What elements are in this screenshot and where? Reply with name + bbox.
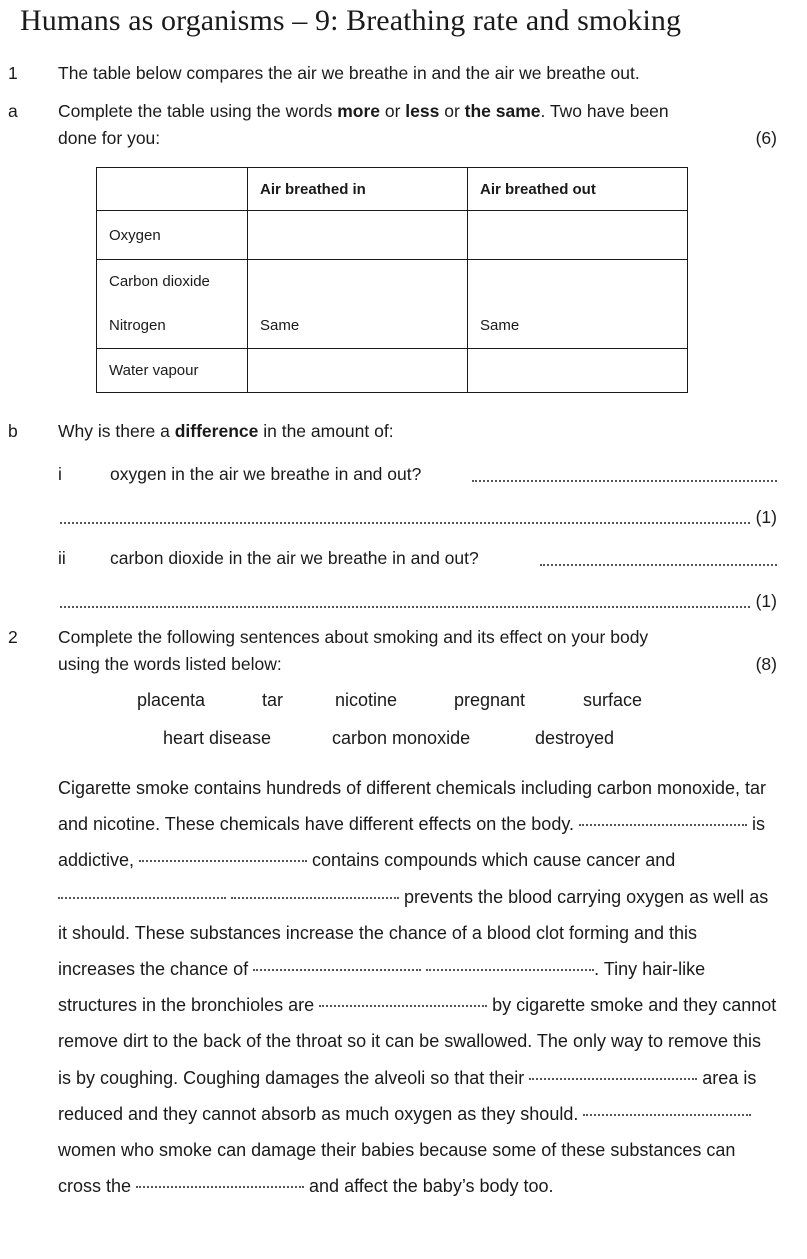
- part-b-ii-label: ii: [58, 548, 66, 568]
- word-same: the same: [464, 101, 541, 121]
- question-2-number: 2: [8, 627, 18, 647]
- cells-co2-nitrogen-out: [468, 260, 688, 349]
- blank-1[interactable]: [579, 823, 747, 826]
- cells-co2-nitrogen-in: [248, 260, 468, 349]
- blank-7[interactable]: [319, 1004, 487, 1007]
- blank-8[interactable]: [529, 1077, 697, 1080]
- word-bank-item-pregnant: pregnant: [454, 690, 526, 710]
- cell-co2-in[interactable]: [260, 260, 455, 304]
- paragraph-text-7: area is reduced and they cannot absorb as much oxygen as they should.: [58, 1067, 757, 1124]
- table-header-row: [97, 168, 688, 211]
- word-bank-item-destroyed: destroyed: [535, 728, 615, 748]
- cell-oxygen-out[interactable]: [468, 211, 688, 260]
- part-b-text-post: in the amount of:: [258, 421, 394, 441]
- answer-line-b-i-2[interactable]: [60, 522, 750, 524]
- part-b-i-text: oxygen in the air we breathe in and out?: [110, 464, 422, 484]
- row-label-oxygen: Oxygen: [97, 211, 248, 260]
- table-row-merged: [97, 260, 688, 349]
- table-header-empty: [97, 168, 248, 211]
- blank-3[interactable]: [58, 896, 226, 899]
- word-less: less: [405, 101, 440, 121]
- or-1: or: [380, 101, 406, 121]
- blank-9[interactable]: [583, 1113, 751, 1116]
- table-row: [97, 349, 688, 393]
- part-b-ii-marks: (1): [755, 591, 777, 611]
- word-bank-item-nicotine: nicotine: [335, 690, 398, 710]
- table-header-in: Air breathed in: [248, 168, 468, 211]
- part-a-marks: (6): [755, 128, 777, 148]
- cell-water-out[interactable]: [468, 349, 688, 393]
- cell-co2-out[interactable]: [480, 260, 675, 304]
- word-bank-item-placenta: placenta: [137, 690, 206, 710]
- word-difference: difference: [174, 421, 259, 441]
- word-bank-item-tar: tar: [262, 690, 284, 710]
- blank-5[interactable]: [253, 968, 421, 971]
- question-2-line2: using the words listed below:: [58, 654, 282, 674]
- part-b-i-label: i: [58, 464, 62, 484]
- part-a-text-pre: Complete the table using the words: [58, 101, 338, 121]
- answer-line-b-i-1[interactable]: [472, 480, 777, 482]
- part-b-ii-text: carbon dioxide in the air we breathe in and out?: [110, 548, 479, 568]
- part-b-label: b: [8, 421, 18, 441]
- paragraph-text-6: by cigarette smoke and they cannot remove dirt to the back of the throat so it can be swallowed. The only way to remove this is by coughing. Coughing damages the alveoli so that their: [58, 995, 777, 1088]
- paragraph-text-1: Cigarette smoke contains hundreds of different chemicals including carbon monoxide, tar and nicotine. These chemicals have different effects on the body.: [58, 778, 767, 835]
- part-a-text: [58, 101, 669, 122]
- part-b-i-marks: (1): [755, 507, 777, 527]
- part-a-text-line2: done for you:: [58, 128, 161, 148]
- table-header-out: Air breathed out: [468, 168, 688, 211]
- word-more: more: [337, 101, 380, 121]
- paragraph-text-9: and affect the baby’s body too.: [304, 1176, 554, 1197]
- page-title: Humans as organisms – 9: Breathing rate and smoking: [20, 4, 682, 37]
- answer-line-b-ii-1[interactable]: [540, 564, 777, 566]
- paragraph-text-4: prevents the blood carrying oxygen as well as it should. These substances increase the chance of a blood clot forming and this increases the chance of: [58, 886, 769, 980]
- blank-10[interactable]: [136, 1185, 304, 1188]
- paragraph-text-5: . Tiny hair-like structures in the bronchioles are: [58, 959, 706, 1016]
- question-1-number: 1: [8, 63, 18, 83]
- cell-nitrogen-in: Same: [260, 317, 300, 334]
- question-2-marks: (8): [755, 654, 777, 674]
- part-b-text-pre: Why is there a: [58, 421, 175, 441]
- part-a-label: a: [8, 101, 18, 121]
- blank-2[interactable]: [139, 859, 307, 862]
- question-1-text: The table below compares the air we breathe in and the air we breathe out.: [58, 63, 640, 83]
- question-2-line1: Complete the following sentences about smoking and its effect on your body: [58, 627, 649, 647]
- paragraph-text-3: contains compounds which cause cancer and: [307, 850, 676, 871]
- word-bank-item-surface: surface: [583, 690, 643, 710]
- blank-4[interactable]: [231, 896, 399, 899]
- blank-6[interactable]: [426, 968, 594, 971]
- air-comparison-table: [96, 167, 688, 393]
- part-a-text-post: . Two have been: [540, 101, 669, 121]
- or-2: or: [439, 101, 465, 121]
- row-label-nitrogen: Nitrogen: [109, 317, 166, 334]
- word-bank-item-carbon-monoxide: carbon monoxide: [332, 728, 471, 748]
- cloze-paragraph: [58, 770, 778, 1204]
- part-b-text: [58, 421, 394, 442]
- cell-oxygen-in[interactable]: [248, 211, 468, 260]
- cell-water-in[interactable]: [248, 349, 468, 393]
- cell-nitrogen-out: Same: [480, 317, 520, 334]
- paragraph-text-8: women who smoke can damage their babies because some of these substances can cross the: [58, 1140, 736, 1197]
- word-bank-item-heart-disease: heart disease: [163, 728, 272, 748]
- paragraph-text-2: is addictive,: [58, 814, 766, 871]
- row-label-water-vapour: Water vapour: [97, 349, 248, 393]
- row-labels-co2-nitrogen: [97, 260, 248, 349]
- row-label-carbon-dioxide: Carbon dioxide: [109, 273, 210, 290]
- table-row: [97, 211, 688, 260]
- answer-line-b-ii-2[interactable]: [60, 606, 750, 608]
